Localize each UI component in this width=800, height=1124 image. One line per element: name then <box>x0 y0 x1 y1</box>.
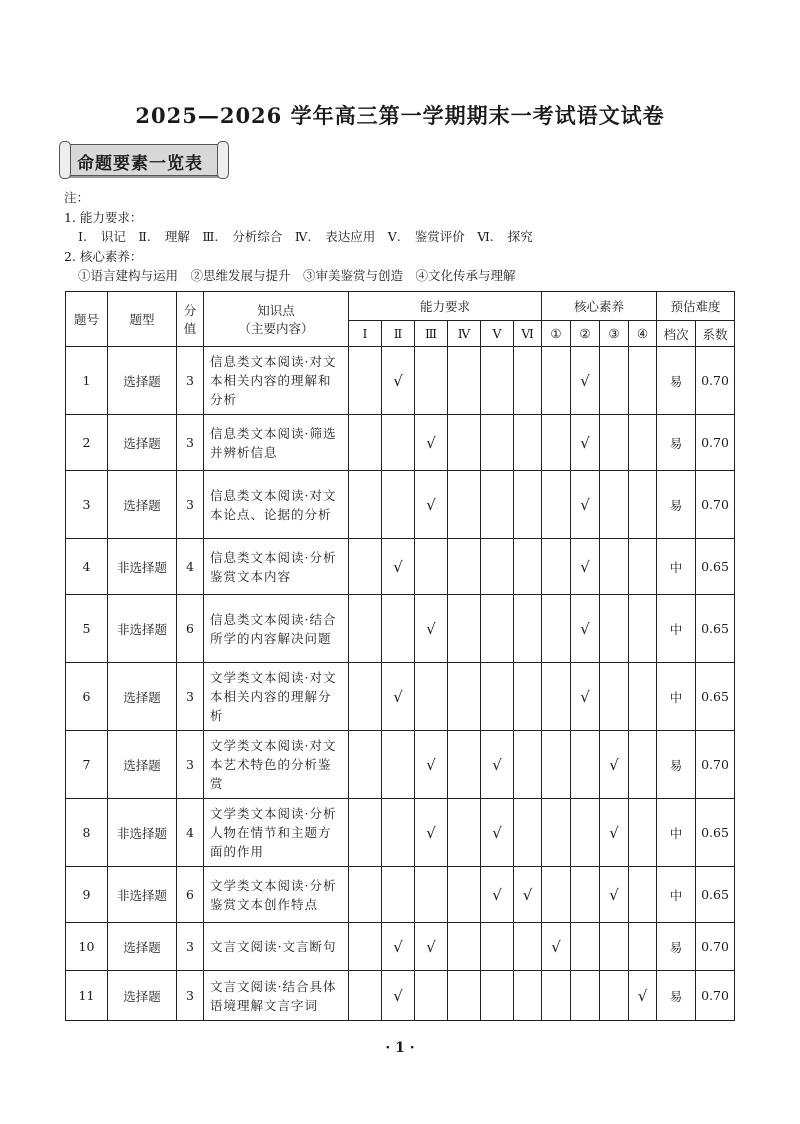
cell-literacy-2: √ <box>571 539 600 595</box>
cell-literacy-2: √ <box>571 415 600 471</box>
cell-ability-4 <box>448 923 481 971</box>
table-row <box>66 731 735 799</box>
header-literacy-3: ③ <box>600 321 629 347</box>
cell-literacy-1 <box>542 595 571 663</box>
cell-ability-5 <box>481 347 514 415</box>
header-literacy-1: ① <box>542 321 571 347</box>
cell-level: 中 <box>657 595 696 663</box>
cell-ability-2 <box>382 415 415 471</box>
cell-ability-1 <box>349 799 382 867</box>
cell-ability-6 <box>514 799 542 867</box>
cell-ability-4 <box>448 347 481 415</box>
cell-literacy-4 <box>629 539 657 595</box>
header-score <box>177 292 204 347</box>
cell-coef: 0.70 <box>696 923 735 971</box>
cell-score: 4 <box>177 539 204 595</box>
cell-literacy-3 <box>600 663 629 731</box>
cell-literacy-3 <box>600 539 629 595</box>
cell-score: 3 <box>177 415 204 471</box>
cell-ability-3: √ <box>415 799 448 867</box>
cell-coef: 0.70 <box>696 971 735 1021</box>
header-literacy-4: ④ <box>629 321 657 347</box>
cell-type: 选择题 <box>108 663 177 731</box>
table-row <box>66 923 735 971</box>
cell-literacy-4 <box>629 799 657 867</box>
cell-ability-6 <box>514 731 542 799</box>
cell-ability-3: √ <box>415 923 448 971</box>
cell-ability-4 <box>448 539 481 595</box>
cell-type: 非选择题 <box>108 539 177 595</box>
cell-ability-2 <box>382 799 415 867</box>
cell-literacy-3 <box>600 595 629 663</box>
table-row <box>66 799 735 867</box>
cell-ability-6 <box>514 971 542 1021</box>
cell-literacy-4 <box>629 923 657 971</box>
cell-ability-2 <box>382 595 415 663</box>
cell-type: 选择题 <box>108 415 177 471</box>
cell-num: 2 <box>66 415 108 471</box>
cell-coef: 0.65 <box>696 799 735 867</box>
cell-score: 4 <box>177 799 204 867</box>
cell-literacy-3: √ <box>600 867 629 923</box>
cell-literacy-3 <box>600 415 629 471</box>
header-ability-3: Ⅲ <box>415 321 448 347</box>
cell-topic: 信息类文本阅读·结合所学的内容解决问题 <box>204 595 349 663</box>
cell-type: 非选择题 <box>108 799 177 867</box>
cell-ability-4 <box>448 663 481 731</box>
cell-num: 5 <box>66 595 108 663</box>
cell-type: 选择题 <box>108 923 177 971</box>
cell-ability-1 <box>349 867 382 923</box>
cell-num: 1 <box>66 347 108 415</box>
cell-score: 3 <box>177 971 204 1021</box>
cell-literacy-1 <box>542 731 571 799</box>
cell-ability-1 <box>349 471 382 539</box>
cell-literacy-4 <box>629 731 657 799</box>
cell-ability-3: √ <box>415 415 448 471</box>
cell-ability-5 <box>481 663 514 731</box>
cell-literacy-3 <box>600 471 629 539</box>
cell-ability-4 <box>448 415 481 471</box>
cell-ability-3 <box>415 539 448 595</box>
header-literacy: 核心素养 <box>542 292 657 321</box>
header-literacy-2: ② <box>571 321 600 347</box>
cell-ability-2: √ <box>382 971 415 1021</box>
cell-coef: 0.70 <box>696 415 735 471</box>
header-topic-line1: 知识点 <box>257 303 295 318</box>
cell-level: 中 <box>657 867 696 923</box>
cell-literacy-3 <box>600 923 629 971</box>
cell-literacy-1 <box>542 971 571 1021</box>
cell-num: 4 <box>66 539 108 595</box>
section-banner-label: 命题要素一览表 <box>77 154 203 174</box>
cell-literacy-1 <box>542 663 571 731</box>
cell-literacy-4 <box>629 867 657 923</box>
table-row <box>66 971 735 1021</box>
cell-num: 10 <box>66 923 108 971</box>
cell-type: 选择题 <box>108 971 177 1021</box>
cell-level: 易 <box>657 731 696 799</box>
cell-literacy-3 <box>600 347 629 415</box>
cell-topic: 文学类文本阅读·对文本相关内容的理解分析 <box>204 663 349 731</box>
cell-num: 11 <box>66 971 108 1021</box>
cell-literacy-1 <box>542 867 571 923</box>
cell-ability-5: √ <box>481 799 514 867</box>
section-banner <box>62 144 226 176</box>
cell-literacy-1 <box>542 347 571 415</box>
cell-ability-3 <box>415 347 448 415</box>
cell-ability-6 <box>514 415 542 471</box>
cell-topic: 文学类文本阅读·分析鉴赏文本创作特点 <box>204 867 349 923</box>
cell-literacy-3: √ <box>600 799 629 867</box>
cell-level: 中 <box>657 539 696 595</box>
cell-coef: 0.70 <box>696 347 735 415</box>
cell-ability-1 <box>349 539 382 595</box>
cell-ability-4 <box>448 867 481 923</box>
cell-ability-1 <box>349 415 382 471</box>
cell-literacy-2 <box>571 971 600 1021</box>
table-row <box>66 415 735 471</box>
cell-topic: 文学类文本阅读·分析人物在情节和主题方面的作用 <box>204 799 349 867</box>
cell-ability-6 <box>514 663 542 731</box>
header-score-line2: 值 <box>183 321 197 336</box>
header-ability-2: Ⅱ <box>382 321 415 347</box>
cell-score: 3 <box>177 923 204 971</box>
cell-literacy-2: √ <box>571 471 600 539</box>
cell-literacy-4 <box>629 415 657 471</box>
cell-ability-5 <box>481 539 514 595</box>
table-body <box>66 347 735 1021</box>
cell-literacy-2 <box>571 799 600 867</box>
cell-coef: 0.65 <box>696 595 735 663</box>
cell-ability-3: √ <box>415 595 448 663</box>
cell-coef: 0.65 <box>696 867 735 923</box>
cell-ability-3: √ <box>415 731 448 799</box>
cell-ability-1 <box>349 971 382 1021</box>
cell-level: 易 <box>657 415 696 471</box>
cell-ability-1 <box>349 595 382 663</box>
exam-elements-table <box>65 291 735 1021</box>
cell-ability-2 <box>382 471 415 539</box>
ability-legend-heading: 1. 能力要求： <box>64 209 143 225</box>
page-number: · 1 · <box>385 1040 415 1056</box>
cell-type: 非选择题 <box>108 867 177 923</box>
scroll-left-decoration <box>59 141 71 179</box>
cell-topic: 文学类文本阅读·对文本艺术特色的分析鉴赏 <box>204 731 349 799</box>
cell-ability-1 <box>349 347 382 415</box>
cell-ability-2: √ <box>382 539 415 595</box>
cell-literacy-3: √ <box>600 731 629 799</box>
table-row <box>66 539 735 595</box>
cell-literacy-2 <box>571 731 600 799</box>
cell-ability-5: √ <box>481 867 514 923</box>
table-row <box>66 663 735 731</box>
cell-literacy-2 <box>571 923 600 971</box>
cell-ability-4 <box>448 971 481 1021</box>
notes-heading: 注： <box>64 190 90 205</box>
cell-literacy-1 <box>542 415 571 471</box>
cell-literacy-4 <box>629 347 657 415</box>
cell-type: 选择题 <box>108 731 177 799</box>
cell-ability-5 <box>481 595 514 663</box>
cell-ability-1 <box>349 731 382 799</box>
table-row <box>66 595 735 663</box>
cell-ability-4 <box>448 595 481 663</box>
cell-level: 易 <box>657 347 696 415</box>
cell-literacy-2 <box>571 867 600 923</box>
cell-ability-6 <box>514 471 542 539</box>
cell-ability-3 <box>415 663 448 731</box>
cell-literacy-1: √ <box>542 923 571 971</box>
cell-literacy-1 <box>542 471 571 539</box>
cell-ability-2: √ <box>382 347 415 415</box>
header-ability-4: Ⅳ <box>448 321 481 347</box>
cell-level: 中 <box>657 663 696 731</box>
cell-coef: 0.65 <box>696 663 735 731</box>
cell-ability-6 <box>514 923 542 971</box>
cell-ability-5: √ <box>481 731 514 799</box>
cell-ability-3 <box>415 971 448 1021</box>
cell-topic: 文言文阅读·文言断句 <box>204 923 349 971</box>
table-row <box>66 471 735 539</box>
cell-ability-4 <box>448 731 481 799</box>
cell-ability-2 <box>382 731 415 799</box>
cell-ability-6 <box>514 539 542 595</box>
header-topic-line2: （主要内容） <box>238 321 314 336</box>
header-ability-6: Ⅵ <box>514 321 542 347</box>
cell-num: 9 <box>66 867 108 923</box>
cell-ability-5 <box>481 923 514 971</box>
header-difficulty: 预估难度 <box>657 292 735 321</box>
cell-topic: 信息类文本阅读·对文本论点、论据的分析 <box>204 471 349 539</box>
cell-ability-6 <box>514 347 542 415</box>
cell-literacy-2: √ <box>571 595 600 663</box>
cell-type: 非选择题 <box>108 595 177 663</box>
header-ability-1: Ⅰ <box>349 321 382 347</box>
cell-literacy-2: √ <box>571 347 600 415</box>
cell-level: 易 <box>657 923 696 971</box>
cell-topic: 文言文阅读·结合具体语境理解文言字词 <box>204 971 349 1021</box>
header-num: 题号 <box>66 292 108 347</box>
cell-literacy-4 <box>629 663 657 731</box>
scroll-right-decoration <box>217 141 229 179</box>
cell-score: 6 <box>177 867 204 923</box>
header-score-line1: 分 <box>183 303 197 318</box>
cell-literacy-1 <box>542 799 571 867</box>
cell-ability-2: √ <box>382 663 415 731</box>
cell-ability-3 <box>415 867 448 923</box>
cell-coef: 0.70 <box>696 731 735 799</box>
cell-literacy-2: √ <box>571 663 600 731</box>
notes-block <box>64 188 533 286</box>
cell-topic: 信息类文本阅读·筛选并辨析信息 <box>204 415 349 471</box>
cell-coef: 0.70 <box>696 471 735 539</box>
cell-num: 6 <box>66 663 108 731</box>
header-ability-5: Ⅴ <box>481 321 514 347</box>
header-ability: 能力要求 <box>349 292 542 321</box>
header-topic <box>204 292 349 347</box>
cell-score: 3 <box>177 347 204 415</box>
cell-coef: 0.65 <box>696 539 735 595</box>
cell-level: 易 <box>657 971 696 1021</box>
cell-ability-2: √ <box>382 923 415 971</box>
cell-ability-4 <box>448 471 481 539</box>
cell-literacy-4 <box>629 471 657 539</box>
cell-ability-5 <box>481 471 514 539</box>
cell-literacy-3 <box>600 971 629 1021</box>
header-type: 题型 <box>108 292 177 347</box>
cell-type: 选择题 <box>108 471 177 539</box>
literacy-legend-heading: 2. 核心素养： <box>64 248 143 264</box>
cell-num: 8 <box>66 799 108 867</box>
table-row <box>66 347 735 415</box>
cell-ability-4 <box>448 799 481 867</box>
cell-literacy-1 <box>542 539 571 595</box>
cell-ability-6: √ <box>514 867 542 923</box>
cell-ability-5 <box>481 415 514 471</box>
cell-ability-5 <box>481 971 514 1021</box>
cell-level: 易 <box>657 471 696 539</box>
header-coef: 系数 <box>696 321 735 347</box>
cell-score: 3 <box>177 471 204 539</box>
cell-topic: 信息类文本阅读·分析鉴赏文本内容 <box>204 539 349 595</box>
table-row <box>66 867 735 923</box>
cell-type: 选择题 <box>108 347 177 415</box>
cell-literacy-4 <box>629 595 657 663</box>
cell-level: 中 <box>657 799 696 867</box>
header-level: 档次 <box>657 321 696 347</box>
cell-num: 7 <box>66 731 108 799</box>
cell-num: 3 <box>66 471 108 539</box>
cell-ability-6 <box>514 595 542 663</box>
cell-score: 3 <box>177 663 204 731</box>
cell-ability-1 <box>349 923 382 971</box>
cell-literacy-4: √ <box>629 971 657 1021</box>
ability-legend-items: Ⅰ. 识记 Ⅱ. 理解 Ⅲ. 分析综合 Ⅳ. 表达应用 Ⅴ. 鉴赏评价 Ⅵ. 探究 <box>78 229 533 244</box>
cell-ability-2 <box>382 867 415 923</box>
cell-topic: 信息类文本阅读·对文本相关内容的理解和分析 <box>204 347 349 415</box>
cell-score: 6 <box>177 595 204 663</box>
cell-score: 3 <box>177 731 204 799</box>
page-title: 2025—2026 学年高三第一学期期末一考试语文试卷 <box>135 103 665 128</box>
literacy-legend-items: ①语言建构与运用 ②思维发展与提升 ③审美鉴赏与创造 ④文化传承与理解 <box>78 268 516 283</box>
cell-ability-3: √ <box>415 471 448 539</box>
cell-ability-1 <box>349 663 382 731</box>
